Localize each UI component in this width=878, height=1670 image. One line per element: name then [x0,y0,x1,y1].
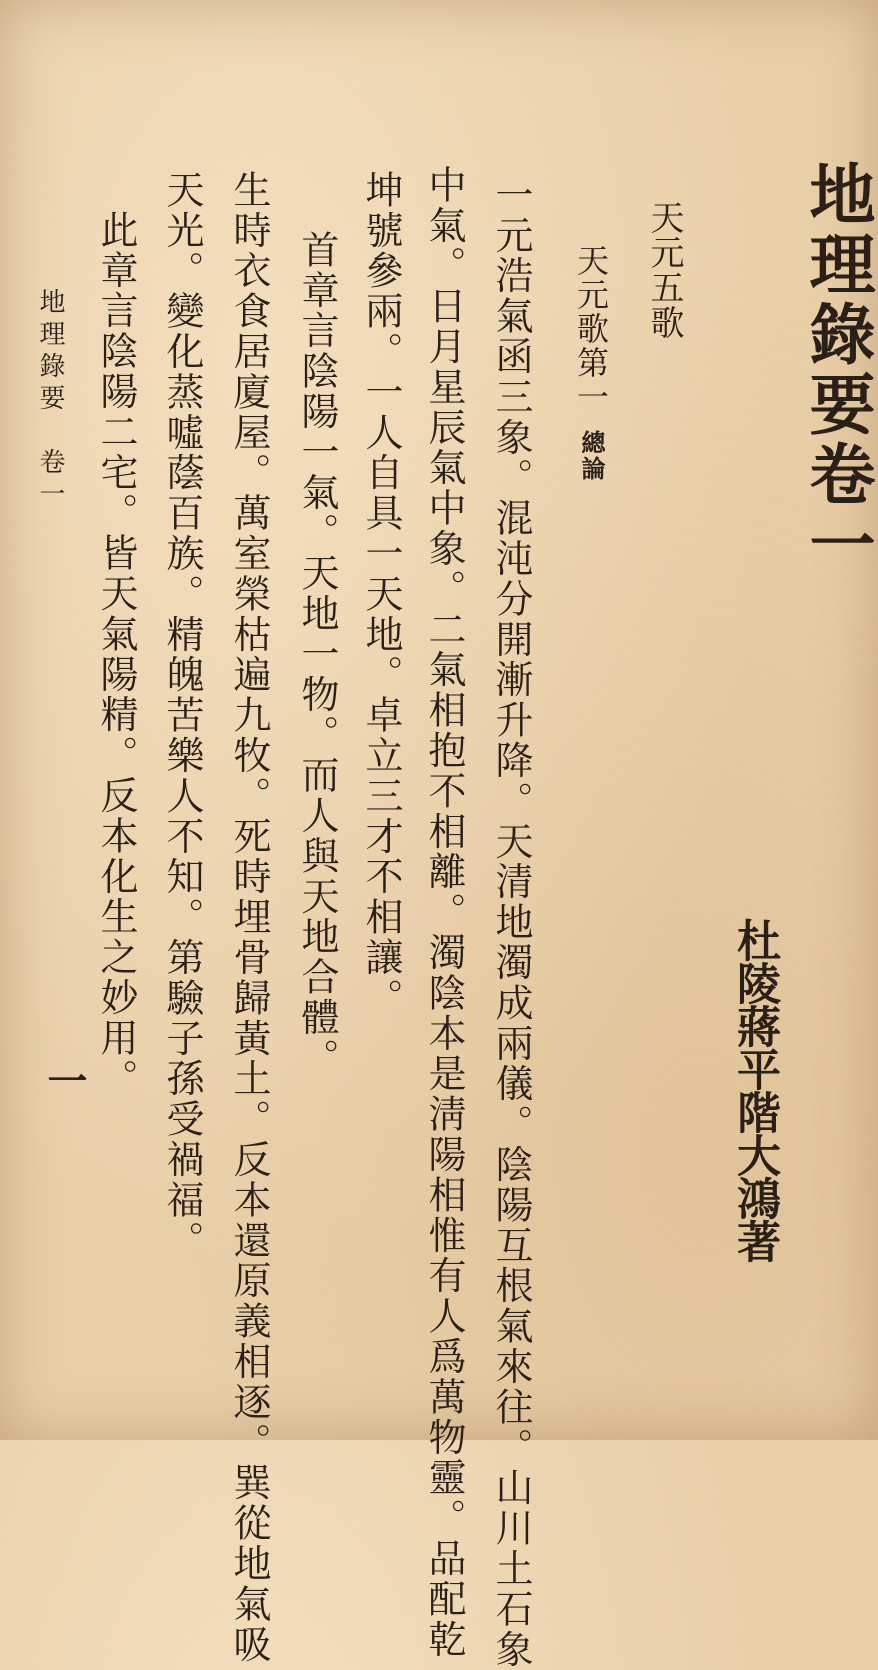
chapter-heading-text: 天元歌第一 [572,244,610,414]
body-line: 一元浩氣函三象。混沌分開漸升降。天清地濁成兩儀。陰陽互根氣來往。山川土石象 [489,175,533,1670]
body-line: 坤號參兩。一人自具一天地。卓立三才不相讓。 [359,170,403,1019]
body-line: 生時衣食居廈屋。萬室榮枯遍九牧。死時埋骨歸黃土。反本還原義相逐。巽從地氣吸 [227,170,271,1665]
body-line: 中氣。日月星辰氣中象。二氣相抱不相離。濁陰本是淸陽相惟有人爲萬物靈。品配乾 [422,165,466,1660]
page-number: 一 [41,1060,88,1100]
chapter-heading [568,244,614,482]
chapter-heading-note: 總論 [577,430,606,482]
commentary-line: 此章言陰陽二宅。皆天氣陽精。反本化生之妙用。 [94,210,138,1099]
book-title: 地理錄要卷一 [798,160,876,580]
body-line: 天光。變化蒸噓蔭百族。精魄苦樂人不知。第驗子孫受禍福。 [160,170,204,1261]
running-head: 地理錄要 卷一 [35,288,65,512]
author-line: 杜陵蔣平階大鴻著 [729,918,780,1262]
commentary-line: 首章言陰陽一氣。天地一物。而人與天地合體。 [295,230,339,1079]
section-heading: 天元五歌 [644,200,684,340]
